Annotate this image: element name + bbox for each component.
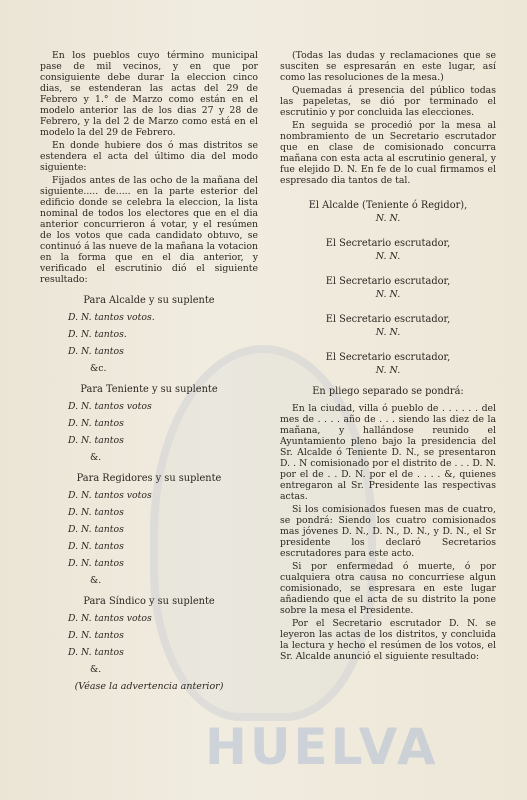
right-paragraph-5: Si los comisionados fuesen mas de cuatro, se pondrá: Siendo los cuatro comisionados mas jóvenes D. N., D. N., D. N., y D. N., el Sr presidente los declaró Secretarios escrutadores para este acto. — [280, 504, 496, 559]
vote-entry: D. N. tantos — [68, 418, 124, 429]
vote-entry: D. N. tantos — [68, 541, 124, 552]
vote-entry: D. N. tantos — [68, 558, 124, 569]
section-heading-teniente: Para Teniente y su suplente — [80, 384, 218, 395]
right-paragraph-3: En seguida se procedió por la mesa al nombramiento de un Secretario escrutador que en clase de comisionado concurra mañana con esta acta al escrutinio general, y fue elejido D. N. En fe de lo cual firmamos el espresado dia tantos de tal. — [280, 120, 496, 186]
left-column — [40, 50, 258, 692]
etc-mark: &. — [90, 575, 102, 586]
vote-entry: D. N. tantos — [68, 647, 124, 658]
vote-entry: D. N. tantos. — [68, 329, 127, 340]
etc-mark: &c. — [90, 363, 107, 374]
vote-entry: D. N. tantos votos. — [68, 312, 155, 323]
section-heading-sindico: Para Síndico y su suplente — [83, 596, 215, 607]
section-heading-regidores: Para Regidores y su suplente — [76, 473, 222, 484]
huelva-watermark: HUELVA — [205, 718, 439, 776]
right-paragraph-2: Quemadas á presencia del público todas las papeletas, se dió por terminado el escrutinio y por concluida las elecciones. — [280, 85, 496, 118]
signature-name: N. N. — [375, 213, 401, 224]
vote-entry: D. N. tantos votos — [68, 490, 152, 501]
vote-entry: D. N. tantos — [68, 630, 124, 641]
left-paragraph-3: Fijados antes de las ocho de la mañana del siguiente..... de..... en la parte esterior del edificio donde se celebra la eleccion, la lista nominal de todos los electores que en el dia anterior concurrieron á votar, y el resúmen de los votos que cada candidato obtuvo, se continuó á las nueve de la mañana la votacion en la forma que en el dia anterior, y verificado el escrutinio dió el siguiente resultado: — [40, 175, 258, 285]
vote-entry: D. N. tantos votos — [68, 613, 152, 624]
right-paragraph-6: Si por enfermedad ó muerte, ó por cualquiera otra causa no concurriese algun comisionado, se espresara en este lugar añadiendo que el acta de su distrito la pone sobre la mesa el Presidente. — [280, 561, 496, 616]
left-paragraph-2: En donde hubiere dos ó mas distritos se estendera el acta del último dia del modo siguiente: — [40, 140, 258, 173]
signature-name: N. N. — [375, 365, 401, 376]
signature-title: El Secretario escrutador, — [325, 238, 451, 249]
warning-note: (Véase la advertencia anterior) — [74, 681, 224, 692]
signature-title: El Secretario escrutador, — [325, 314, 451, 325]
vote-entry: D. N. tantos — [68, 507, 124, 518]
signature-title: El Secretario escrutador, — [325, 352, 451, 363]
right-paragraph-1: (Todas las dudas y reclamaciones que se susciten se espresarán en este lugar, así como las resoluciones de la mesa.) — [280, 50, 496, 83]
separate-sheet-heading: En pliego separado se pondrá: — [312, 386, 464, 397]
etc-mark: &. — [90, 452, 102, 463]
section-heading-alcalde: Para Alcalde y su suplente — [83, 295, 215, 306]
right-paragraph-7: Por el Secretario escrutador D. N. se leyeron las actas de los distritos, y concluida la lectura y hecho el resúmen de los votos, el Sr. Alcalde anunció el siguiente resultado: — [280, 618, 496, 662]
left-paragraph-1: En los pueblos cuyo término municipal pase de mil vecinos, y en que por consiguiente debe durar la eleccion cinco dias, se estenderan las actas del 29 de Febrero y 1.° de Marzo como están en el modelo anterior las de los dias 27 y 28 de Febrero, y la del 2 de Marzo como está en el modelo la del 29 de Febrero. — [40, 50, 258, 138]
right-column — [280, 50, 496, 664]
vote-entry: D. N. tantos — [68, 524, 124, 535]
signature-title: El Secretario escrutador, — [325, 276, 451, 287]
signature-name: N. N. — [375, 289, 401, 300]
signature-name: N. N. — [375, 251, 401, 262]
vote-entry: D. N. tantos votos — [68, 401, 152, 412]
signature-name: N. N. — [375, 327, 401, 338]
signature-title: El Alcalde (Teniente ó Regidor), — [308, 200, 468, 211]
vote-entry: D. N. tantos — [68, 435, 124, 446]
etc-mark: &. — [90, 664, 102, 675]
right-paragraph-4: En la ciudad, villa ó pueblo de . . . . . . del mes de . . . . año de . . . siendo las diez de la mañana, y hallándose reunido el Ayuntamiento pleno bajo la presidencia del Sr. Alcalde ó Teniente D. N., se presentaron D. . N comisionado por el distrito de . . . D. N. por el de . . D. N. por el de . . . . &, quienes entregaron al Sr. Presidente las respectivas actas. — [280, 403, 496, 502]
vote-entry: D. N. tantos — [68, 346, 124, 357]
